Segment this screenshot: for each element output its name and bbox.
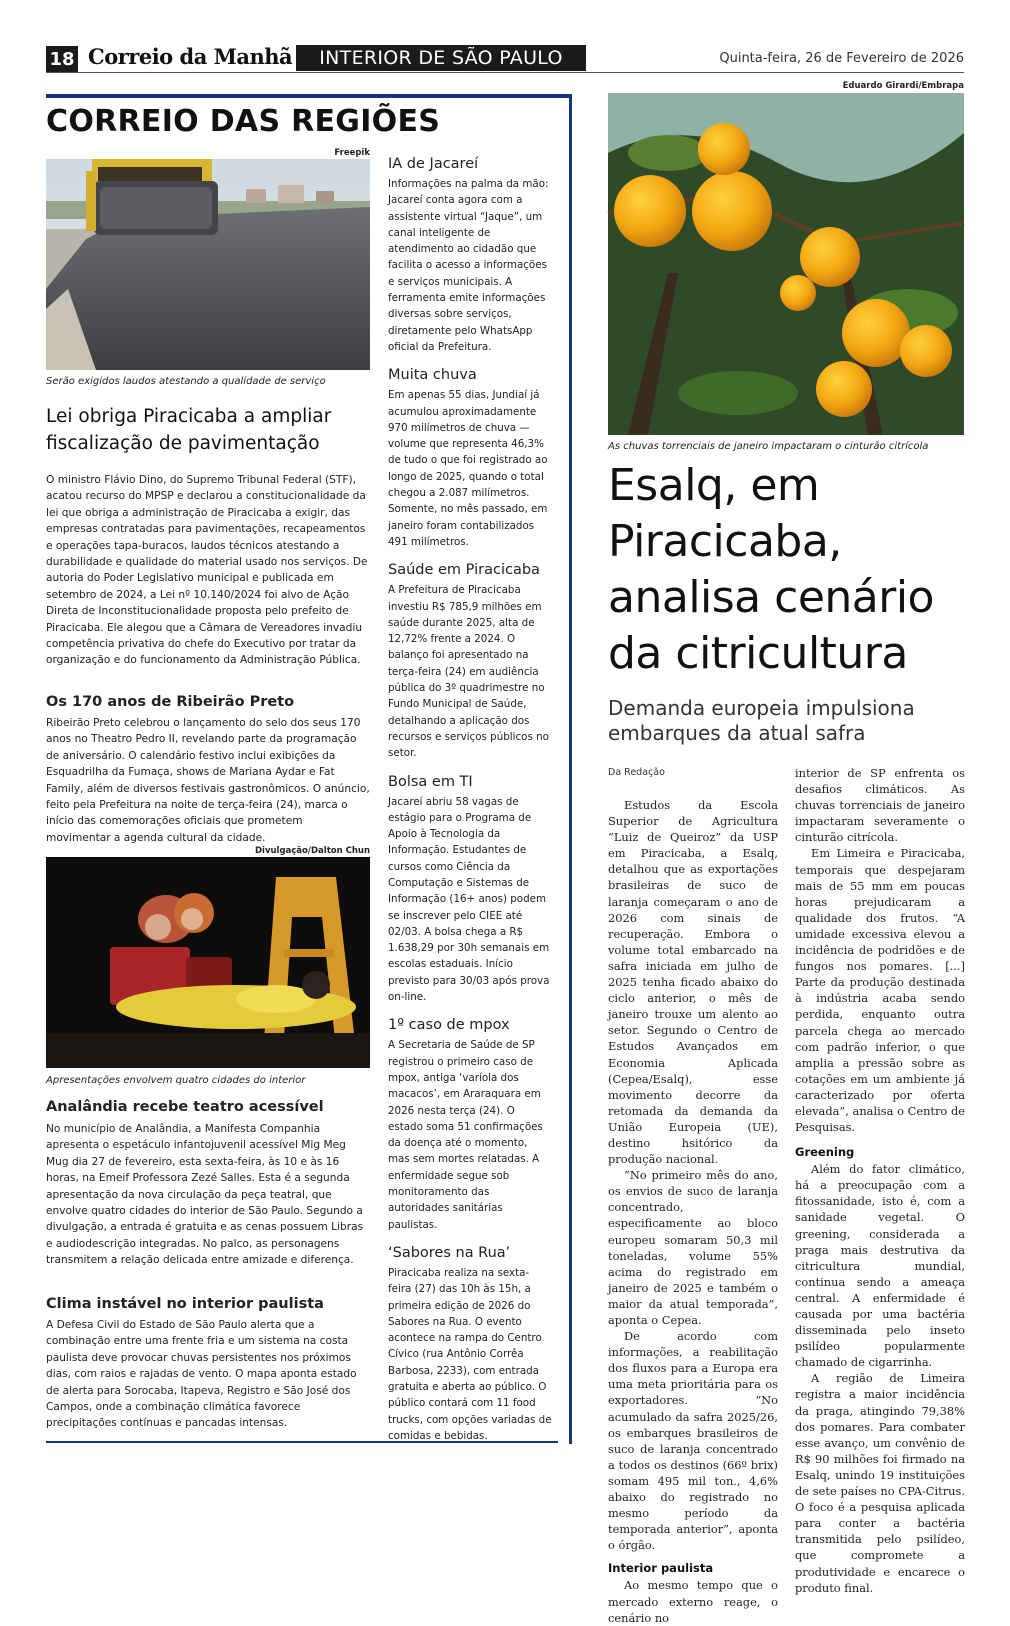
issue-date: Quinta-feira, 26 de Fevereiro de 2026 <box>719 51 964 66</box>
main-story-body: O ministro Flávio Dino, do Supremo Tribunal Federal (STF), acatou recurso do MPSP e declarou a constitucionalidade da lei que obriga a administração de Piracicaba a exigir, das empresas contratadas para pavimentações, recapeamentos e operações tapa-buracos, laudos técnicos atestando a durabilidade e qualidade do material usado nos serviços. De autoria do Poder Legislativo municipal e publicada em setembro de 2024, a Lei nº 10.140/2024 foi alvo de Ação Direta de Inconstitucionalidade proposta pelo prefeito de Piracicaba. Ele alegou que a Câmara de Vereadores invadiu competência privativa do chefe do Executivo por tratar da organização e do funcionamento da Administração Pública. <box>46 474 368 667</box>
analandia-headline: Analândia recebe teatro acessível <box>46 1099 324 1115</box>
theatre-photo <box>46 857 370 1068</box>
note-headline: Bolsa em TI <box>388 773 473 790</box>
analandia-body: No município de Analândia, a Manifesta Companhia apresenta o espetáculo infantojuvenil acessível Mig Meg Mug dia 27 de fevereiro, esta sexta-feira, às 10 e às 16 horas, na Emeif Professora Zezé Salles. Esta é a segunda apresentação da nova circulação da peça teatral, que envolve quatro cidades do interior de São Paulo. Segundo a divulgação, a entrada é gratuita e as cenas possuem Libras e audiodescrição integradas. No palco, as personagens transmitem a relação delicada entre amizade e diferença. <box>46 1123 364 1267</box>
photo-caption: Apresentações envolvem quatro cidades do interior <box>46 1075 306 1086</box>
clima-body: A Defesa Civil do Estado de São Paulo alerta que a combinação entre uma frente fria e um sistema na costa paulista deve provocar chuvas persistentes nos próximos dias, com raios e rajadas de vento. O mapa aponta estado de alerta para Sorocaba, Itapeva, Registro e São José dos Campos, onde a combinação climática favorece precipitações contínuas e pancadas intensas. <box>46 1319 357 1430</box>
note-body: Informações na palma da mão: Jacareí conta agora com a assistente virtual “Jaque”, um canal inteligente de atendimento ao cidadão que facilita o acesso a informações e serviços municipais. A ferramenta emite informações diversas sobre serviços, diretamente pelo WhatsApp oficial da Prefeitura. <box>388 178 549 353</box>
header-rule <box>46 72 964 73</box>
article-paragraph: Além do fator climático, há a preocupação com a fitossanidade, isto é, com a sanidade vegetal. O greening, considerada a praga mais destrutiva da citricultura mundial, continua sendo a ameaça central. A enfermidade é causada por uma bactéria disseminada pelo inseto psilídeo popularmente chamado de cigarrinha. <box>795 1162 965 1370</box>
note-body: Jacareí abriu 58 vagas de estágio para o Programa de Apoio à Tecnologia da Informação. Estudantes de cursos como Ciência da Computação e Sistemas de Informação (16+ anos) podem se inscrever pelo CIEE até 02/03. A bolsa chega a R$ 1.638,29 por 30h semanais em escolas estaduais. Início previsto para 30/03 após prova on-line. <box>388 795 550 1004</box>
oranges-photo <box>608 93 964 435</box>
photo-credit: Freepik <box>334 148 370 158</box>
section-tag: INTERIOR DE SÃO PAULO <box>296 45 586 71</box>
ribeirao-headline: Os 170 anos de Ribeirão Preto <box>46 694 295 710</box>
article-paragraph: Ao mesmo tempo que o mercado externo reage, o cenário no <box>608 1578 778 1625</box>
box-right-rule <box>569 94 572 1444</box>
note-headline: Saúde em Piracicaba <box>388 562 540 579</box>
photo-caption: As chuvas torrenciais de janeiro impactaram o cinturão citrícola <box>608 441 929 452</box>
main-story-headline: Lei obriga Piracicaba a ampliar fiscalização de pavimentação <box>46 406 332 454</box>
article-paragraph: De acordo com informações, a reabilitação dos fluxos para a Europa era uma meta prioritária para os exportadores. “No acumulado da safra 2025/26, os embarques brasileiros de suco de laranja concentrado a todos os destinos (66º brix) somam 495 mil ton., 4,6% abaixo do registrado no mesmo período da temporada anterior”, aponta o órgão. <box>608 1329 778 1553</box>
article-paragraph: A região de Limeira registra a maior incidência da praga, atingindo 79,38% dos pomares. Para combater esse avanço, um convênio de R$ 90 milhões foi firmado na Esalq, unindo 19 instituições de sete países no CPA-Citrus. O foco é a pesquisa aplicada para conter a bactéria transmitida pelo psilídeo, que compromete a produtividade e encarece o produto final. <box>795 1371 965 1595</box>
note-headline: Muita chuva <box>388 367 477 384</box>
lead-headline: Esalq, em Piracicaba, analisa cenário da citricultura <box>608 460 934 679</box>
note-body: A Secretaria de Saúde de SP registrou o primeiro caso de mpox, antiga ‘varíola dos macacos’, em Araraquara em 2026 nesta terça (24). O estado soma 51 confirmações da doença até o momento, mas sem mortes relatadas. A enfermidade segue sob monitoramento das autoridades sanitárias paulistas. <box>388 1039 543 1231</box>
ribeirao-body: Ribeirão Preto celebrou o lançamento do selo dos seus 170 anos no Theatro Pedro II, revelando parte da programação de aniversário. O calendário festivo inclui exibições da Esquadrilha da Fumaça, shows de Mariana Aydar e Fat Family, além de diversos festivais gastronômicos. O anúncio, feito pela Prefeitura na noite de terça-feira (24), marca o início das comemorações oficiais que prometem movimentar a agenda cultural da cidade. <box>46 717 370 844</box>
box-top-rule <box>46 94 572 98</box>
note-headline: IA de Jacareí <box>388 156 479 172</box>
photo-credit: Divulgação/Dalton Chun <box>254 846 370 856</box>
byline: Da Redação <box>608 767 665 778</box>
page-number: 18 <box>46 46 78 72</box>
lead-deck: Demanda europeia impulsiona embarques da atual safra <box>608 696 915 745</box>
subhead-greening: Greening <box>795 1145 855 1160</box>
article-column-2 <box>795 765 965 1596</box>
note-body: A Prefeitura de Piracicaba investiu R$ 785,9 milhões em saúde durante 2025, alta de 12,72% frente a 2024. O balanço foi apresentado na terça-feira (24) em audiência pública do 3º quadrimestre no Fundo Municipal de Saúde, detalhando a aplicação dos recursos e serviços públicos no setor. <box>388 584 549 760</box>
paper-name: Correio da Manhã <box>88 44 293 69</box>
note-body: Em apenas 55 dias, Jundiaí já acumulou aproximadamente 970 milímetros de chuva — volume que representa 46,3% de tudo o que foi registrado ao longo de 2025, quando o total chegou a 2.087 milímetros. Somente, no mês passado, em janeiro foram contabilizados 491 milímetros. <box>388 389 548 548</box>
section-title: CORREIO DAS REGIÕES <box>46 104 441 139</box>
article-paragraph: Estudos da Escola Superior de Agricultura “Luiz de Queiroz” da USP em Piracicaba, a Esalq, detalhou que as exportações brasileiras de suco de laranja começaram o ano de 2026 com sinais de recuperação. Embora o volume total embarcado na safra iniciada em julho de 2025 tenha ficado abaixo do ciclo anterior, o mês de janeiro trouxe um alento ao setor. Segundo o Centro de Estudos Avançados em Economia Aplicada (Cepea/Esalq), esse movimento decorre da retomada da demanda da União Europeia (UE), destino hsitórico da produção nacional. <box>608 798 778 1167</box>
article-paragraph: “No primeiro mês do ano, os envios de suco de laranja concentrado, especificamente ao bloco europeu somaram 50,3 mil toneladas, volume 55% acima do registrado em janeiro de 2025 e também o maior da atual temporada”, aponta o Cepea. <box>608 1168 778 1327</box>
note-body: Piracicaba realiza na sexta-feira (27) das 10h às 15h, a primeira edição de 2026 do Sabores na Rua. O evento acontece na rampa do Centro Cívico (rua Antônio Corrêa Barbosa, 2233), com entrada gratuita e aberta ao público. O público contará com 11 food trucks, com opções variadas de comidas e bebidas. <box>388 1266 552 1442</box>
road-paving-photo <box>46 159 370 370</box>
photo-caption: Serão exigidos laudos atestando a qualidade de serviço <box>46 376 326 387</box>
note-headline: ‘Sabores na Rua’ <box>388 1244 511 1261</box>
article-paragraph: Em Limeira e Piracicaba, temporais que despejaram mais de 55 mm em poucas horas prejudicaram a qualidade dos frutos. “A umidade excessiva elevou a incidência de podridões e de fungos nos pomares. [...] Parte da produção destinada à indústria acaba sendo perdida, enquanto outra parcela chega ao mercado com padrão inferior, o que amplia a pressão sobre as cotações em um ambiente já caracterizado por oferta elevada”, analisa o Centro de Pesquisas. <box>795 846 965 1135</box>
note-headline: 1º caso de mpox <box>388 1017 510 1034</box>
article-column-1 <box>608 797 778 1626</box>
subhead-interior: Interior paulista <box>608 1561 714 1576</box>
photo-credit: Eduardo Girardi/Embrapa <box>842 81 964 91</box>
article-paragraph-continued: interior de SP enfrenta os desafios climáticos. As chuvas torrenciais de janeiro impactaram severamente o cinturão citrícola. <box>795 766 965 845</box>
notes-column <box>388 156 552 1444</box>
clima-headline: Clima instável no interior paulista <box>46 1296 324 1312</box>
